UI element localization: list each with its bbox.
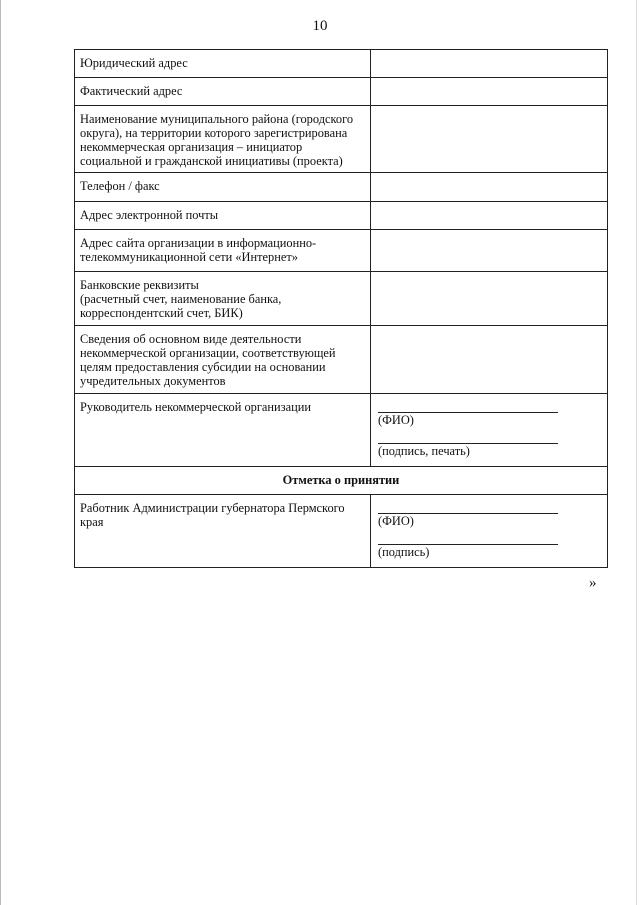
signature-block [376,501,602,563]
signature-cell-organization-head [371,394,608,467]
row-label-administration-employee: Работник Администрации губернатора Пермского края [75,495,371,568]
row-label-organization-head: Руководитель некоммерческой организации [75,394,371,467]
application-form-table [74,49,608,568]
table-row [75,230,608,272]
signature-seal-caption: (подпись, печать) [378,444,470,458]
signature-block [376,400,602,462]
section-title-acceptance-mark: Отметка о принятии [75,467,608,495]
value-cell-email[interactable] [371,202,608,230]
value-cell-website[interactable] [371,230,608,272]
page-number: 10 [312,18,328,34]
table-row [75,50,608,78]
table-row [75,173,608,202]
table-row [75,326,608,394]
value-cell-legal-address[interactable] [371,50,608,78]
row-label-actual-address: Фактический адрес [75,78,371,106]
signature-cell-administration-employee [371,495,608,568]
table-row [75,272,608,326]
signature-caption: (подпись) [378,545,430,559]
value-cell-bank-details[interactable] [371,272,608,326]
value-cell-municipality[interactable] [371,106,608,173]
row-label-website: Адрес сайта организации в информационно-телекоммуникационной сети «Интернет» [75,230,371,272]
row-label-main-activity: Сведения об основном виде деятельности некоммерческой организации, соответствующей целям предоставления субсидии на основании учредительных документов [75,326,371,394]
value-cell-main-activity[interactable] [371,326,608,394]
fio-caption: (ФИО) [378,413,414,427]
table-row [75,202,608,230]
closing-quote-mark: » [589,575,597,591]
scan-edge-right [636,0,637,905]
table-row [75,78,608,106]
value-cell-actual-address[interactable] [371,78,608,106]
table-row [75,495,608,568]
fio-caption: (ФИО) [378,514,414,528]
row-label-municipality: Наименование муниципального района (городского округа), на территории которого зарегистрирована некоммерческая организация – инициатор социальной и гражданской инициативы (проекта) [75,106,371,173]
value-cell-phone-fax[interactable] [371,173,608,202]
row-label-legal-address: Юридический адрес [75,50,371,78]
table-row [75,394,608,467]
row-label-bank-details: Банковские реквизиты (расчетный счет, наименование банка, корреспондентский счет, БИК) [75,272,371,326]
row-label-email: Адрес электронной почты [75,202,371,230]
scan-edge-left [0,0,1,905]
table-row [75,467,608,495]
table-row [75,106,608,173]
row-label-phone-fax: Телефон / факс [75,173,371,202]
